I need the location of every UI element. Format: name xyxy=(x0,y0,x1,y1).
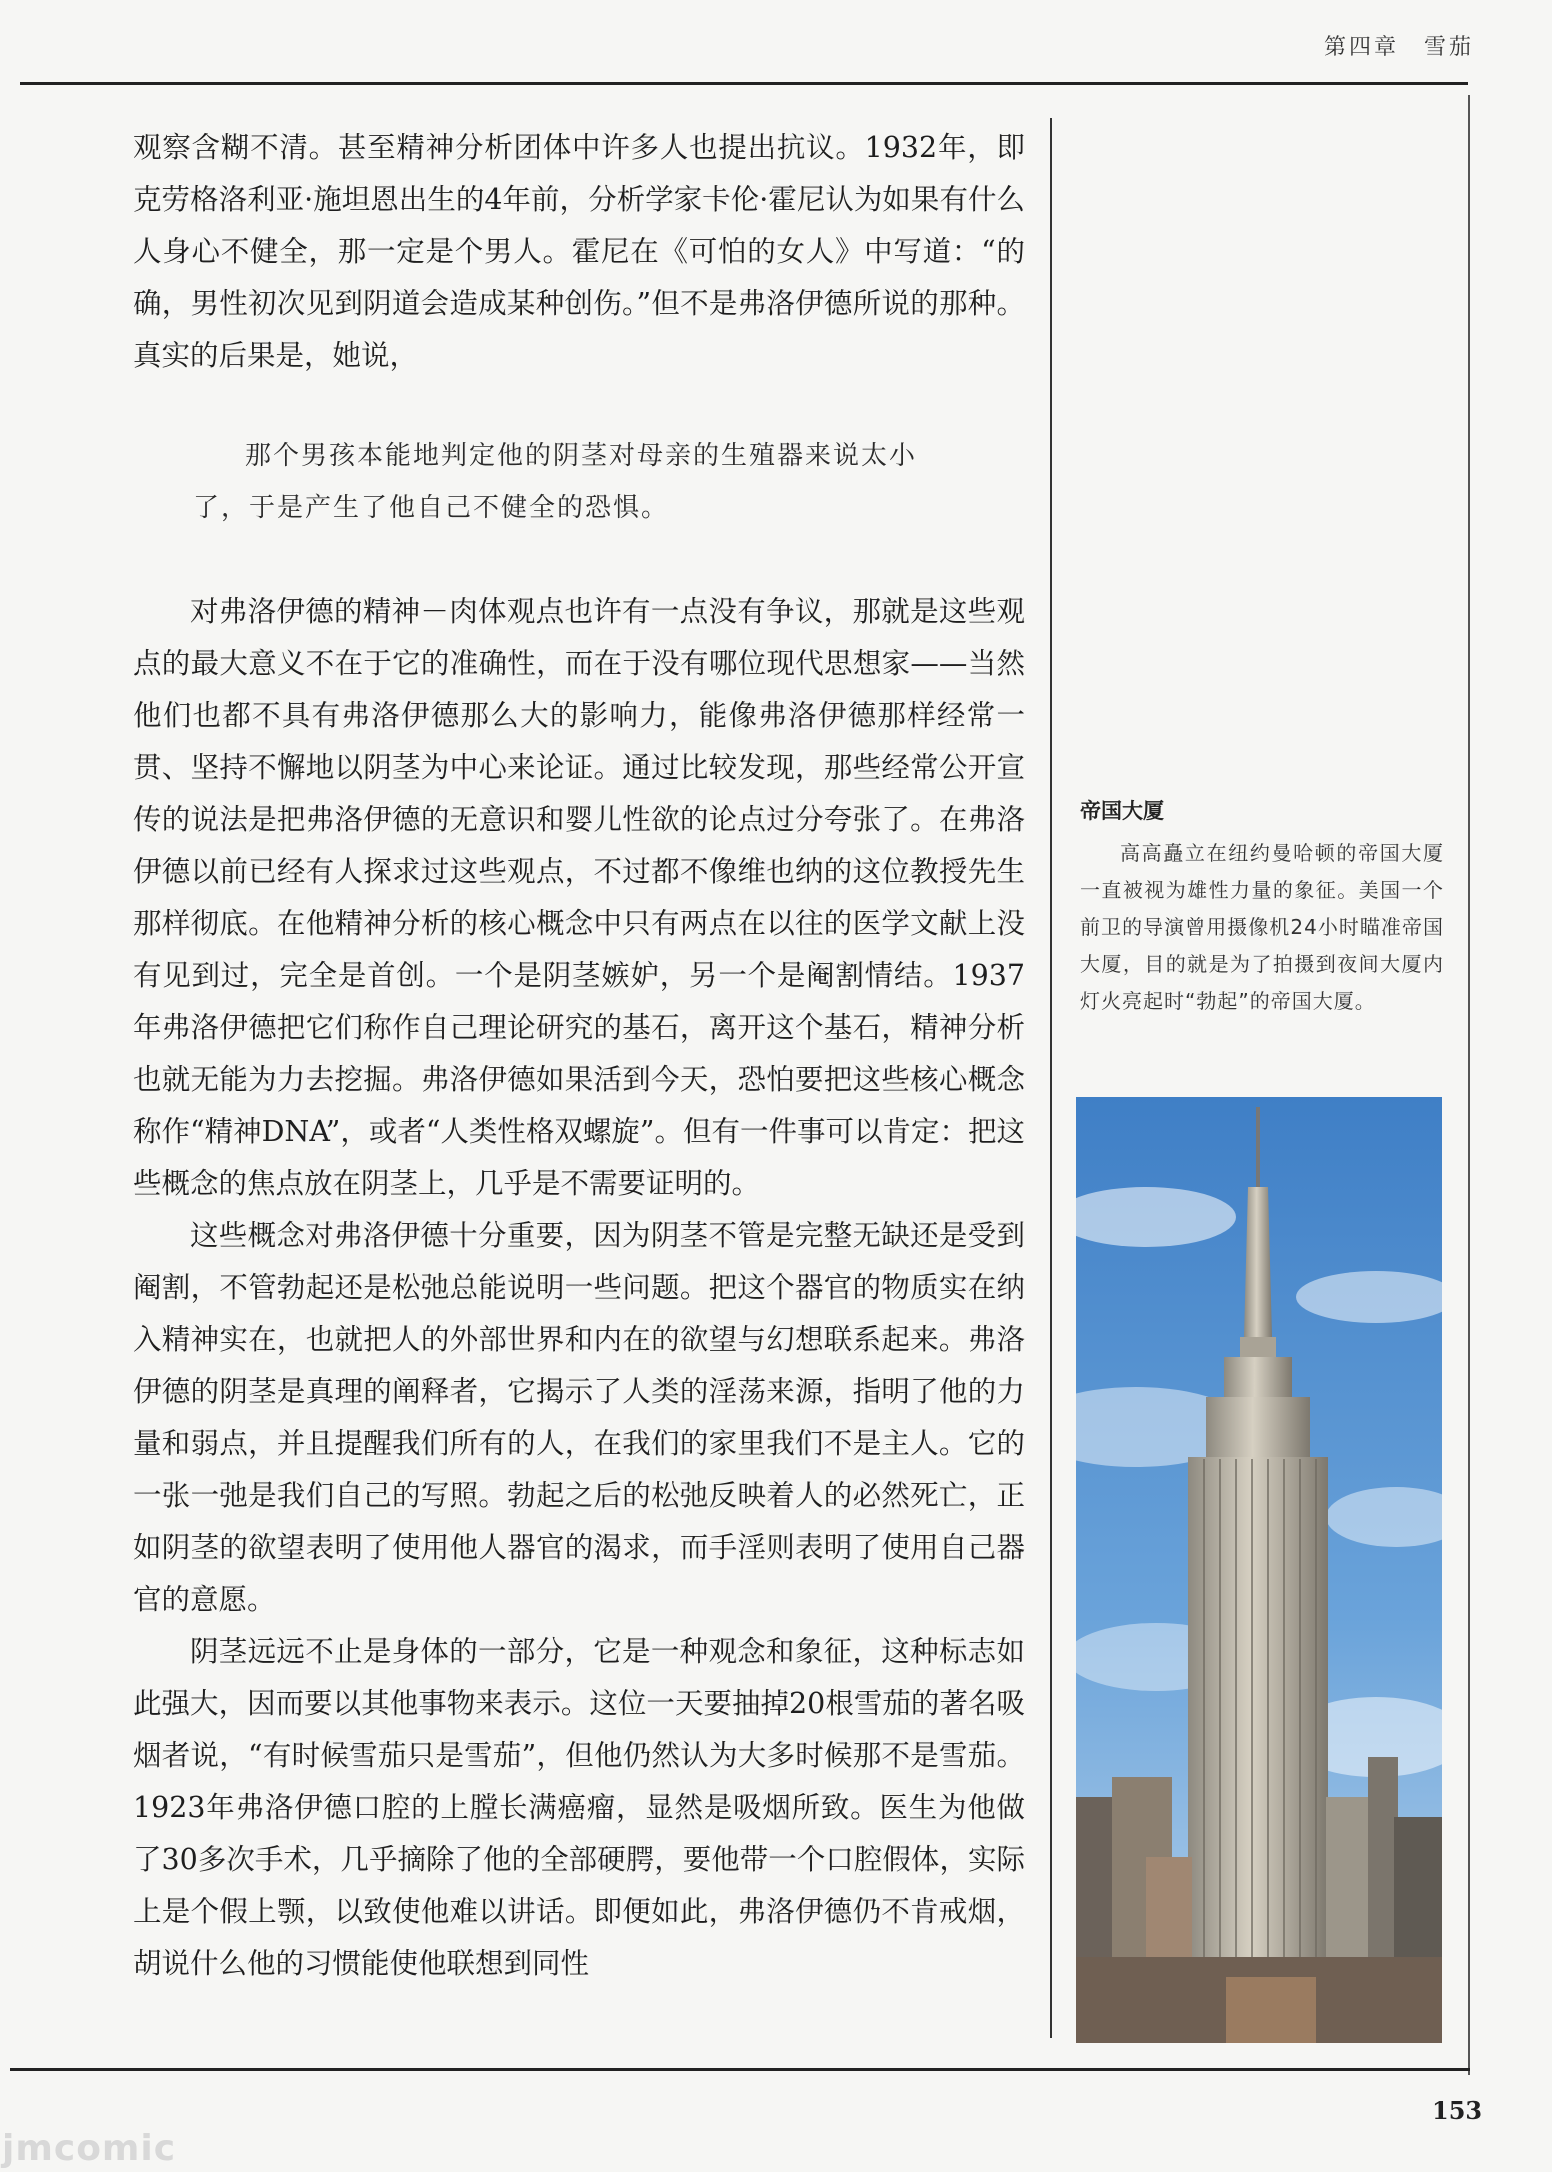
quote-line: 那个男孩本能地判定他的阴茎对母亲的生殖器来说太小 xyxy=(245,441,918,471)
footer-rule xyxy=(10,2068,1470,2071)
page-number: 153 xyxy=(1432,2096,1483,2125)
block-quote xyxy=(133,430,1025,534)
caption-body: 高高矗立在纽约曼哈顿的帝国大厦一直被视为雄性力量的象征。美国一个前卫的导演曾用摄像机24小时瞄准帝国大厦，目的就是为了拍摄到夜间大厦内灯火亮起时“勃起”的帝国大厦。 xyxy=(1080,841,1444,1013)
quote-line: 了，于是产生了他自己不健全的恐惧。 xyxy=(193,493,670,523)
running-header: 第四章 雪茄 xyxy=(1323,35,1474,60)
paragraph: 阴茎远远不止是身体的一部分，它是一种观念和象征，这种标志如此强大，因而要以其他事物来表示。这位一天要抽掉20根雪茄的著名吸烟者说，“有时候雪茄只是雪茄”，但他仍然认为大多时候那不是雪茄。1923年弗洛伊德口腔的上膛长满癌瘤，显然是吸烟所致。医生为他做了30多次手术，几乎摘除了他的全部硬腭，要他带一个口腔假体，实际上是个假上颚，以致使他难以讲话。即便如此，弗洛伊德仍不肯戒烟，胡说什么他的习惯能使他联想到同性 xyxy=(133,1635,1025,1980)
paragraph: 观察含糊不清。甚至精神分析团体中许多人也提出抗议。1932年，即克劳格洛利亚·施坦恩出生的4年前，分析学家卡伦·霍尼认为如果有什么人身心不健全，那一定是个男人。霍尼在《可怕的女人》中写道：“的确，男性初次见到阴道会造成某种创伤。”但不是弗洛伊德所说的那种。真实的后果是，她说， xyxy=(133,131,1025,372)
paragraph: 对弗洛伊德的精神－肉体观点也许有一点没有争议，那就是这些观点的最大意义不在于它的准确性，而在于没有哪位现代思想家——当然他们也都不具有弗洛伊德那么大的影响力，能像弗洛伊德那样经常一贯、坚持不懈地以阴茎为中心来论证。通过比较发现，那些经常公开宣传的说法是把弗洛伊德的无意识和婴儿性欲的论点过分夸张了。在弗洛伊德以前已经有人探求过这些观点，不过都不像维也纳的这位教授先生那样彻底。在他精神分析的核心概念中只有两点在以往的医学文献上没有见到过，完全是首创。一个是阴茎嫉妒，另一个是阉割情结。1937年弗洛伊德把它们称作自己理论研究的基石，离开这个基石，精神分析也就无能为力去挖掘。弗洛伊德如果活到今天，恐怕要把这些核心概念称作“精神DNA”，或者“人类性格双螺旋”。但有一件事可以肯定：把这些概念的焦点放在阴茎上，几乎是不需要证明的。 xyxy=(133,595,1025,1200)
column-divider xyxy=(1050,118,1052,2038)
header-rule xyxy=(20,82,1468,85)
caption-title: 帝国大厦 xyxy=(1080,799,1164,823)
empire-state-building-photo xyxy=(1076,1097,1442,2043)
image-caption xyxy=(1080,795,1444,1020)
watermark-logo: jmcomic xyxy=(2,2128,177,2169)
main-text-column xyxy=(133,122,1025,1990)
paragraph: 这些概念对弗洛伊德十分重要，因为阴茎不管是完整无缺还是受到阉割，不管勃起还是松弛总能说明一些问题。把这个器官的物质实在纳入精神实在，也就把人的外部世界和内在的欲望与幻想联系起来。弗洛伊德的阴茎是真理的阐释者，它揭示了人类的淫荡来源，指明了他的力量和弱点，并且提醒我们所有的人，在我们的家里我们不是主人。它的一张一弛是我们自己的写照。勃起之后的松弛反映着人的必然死亡，正如阴茎的欲望表明了使用他人器官的渴求，而手淫则表明了使用自己器官的意愿。 xyxy=(133,1219,1025,1616)
page-edge-rule xyxy=(1468,95,1470,2075)
